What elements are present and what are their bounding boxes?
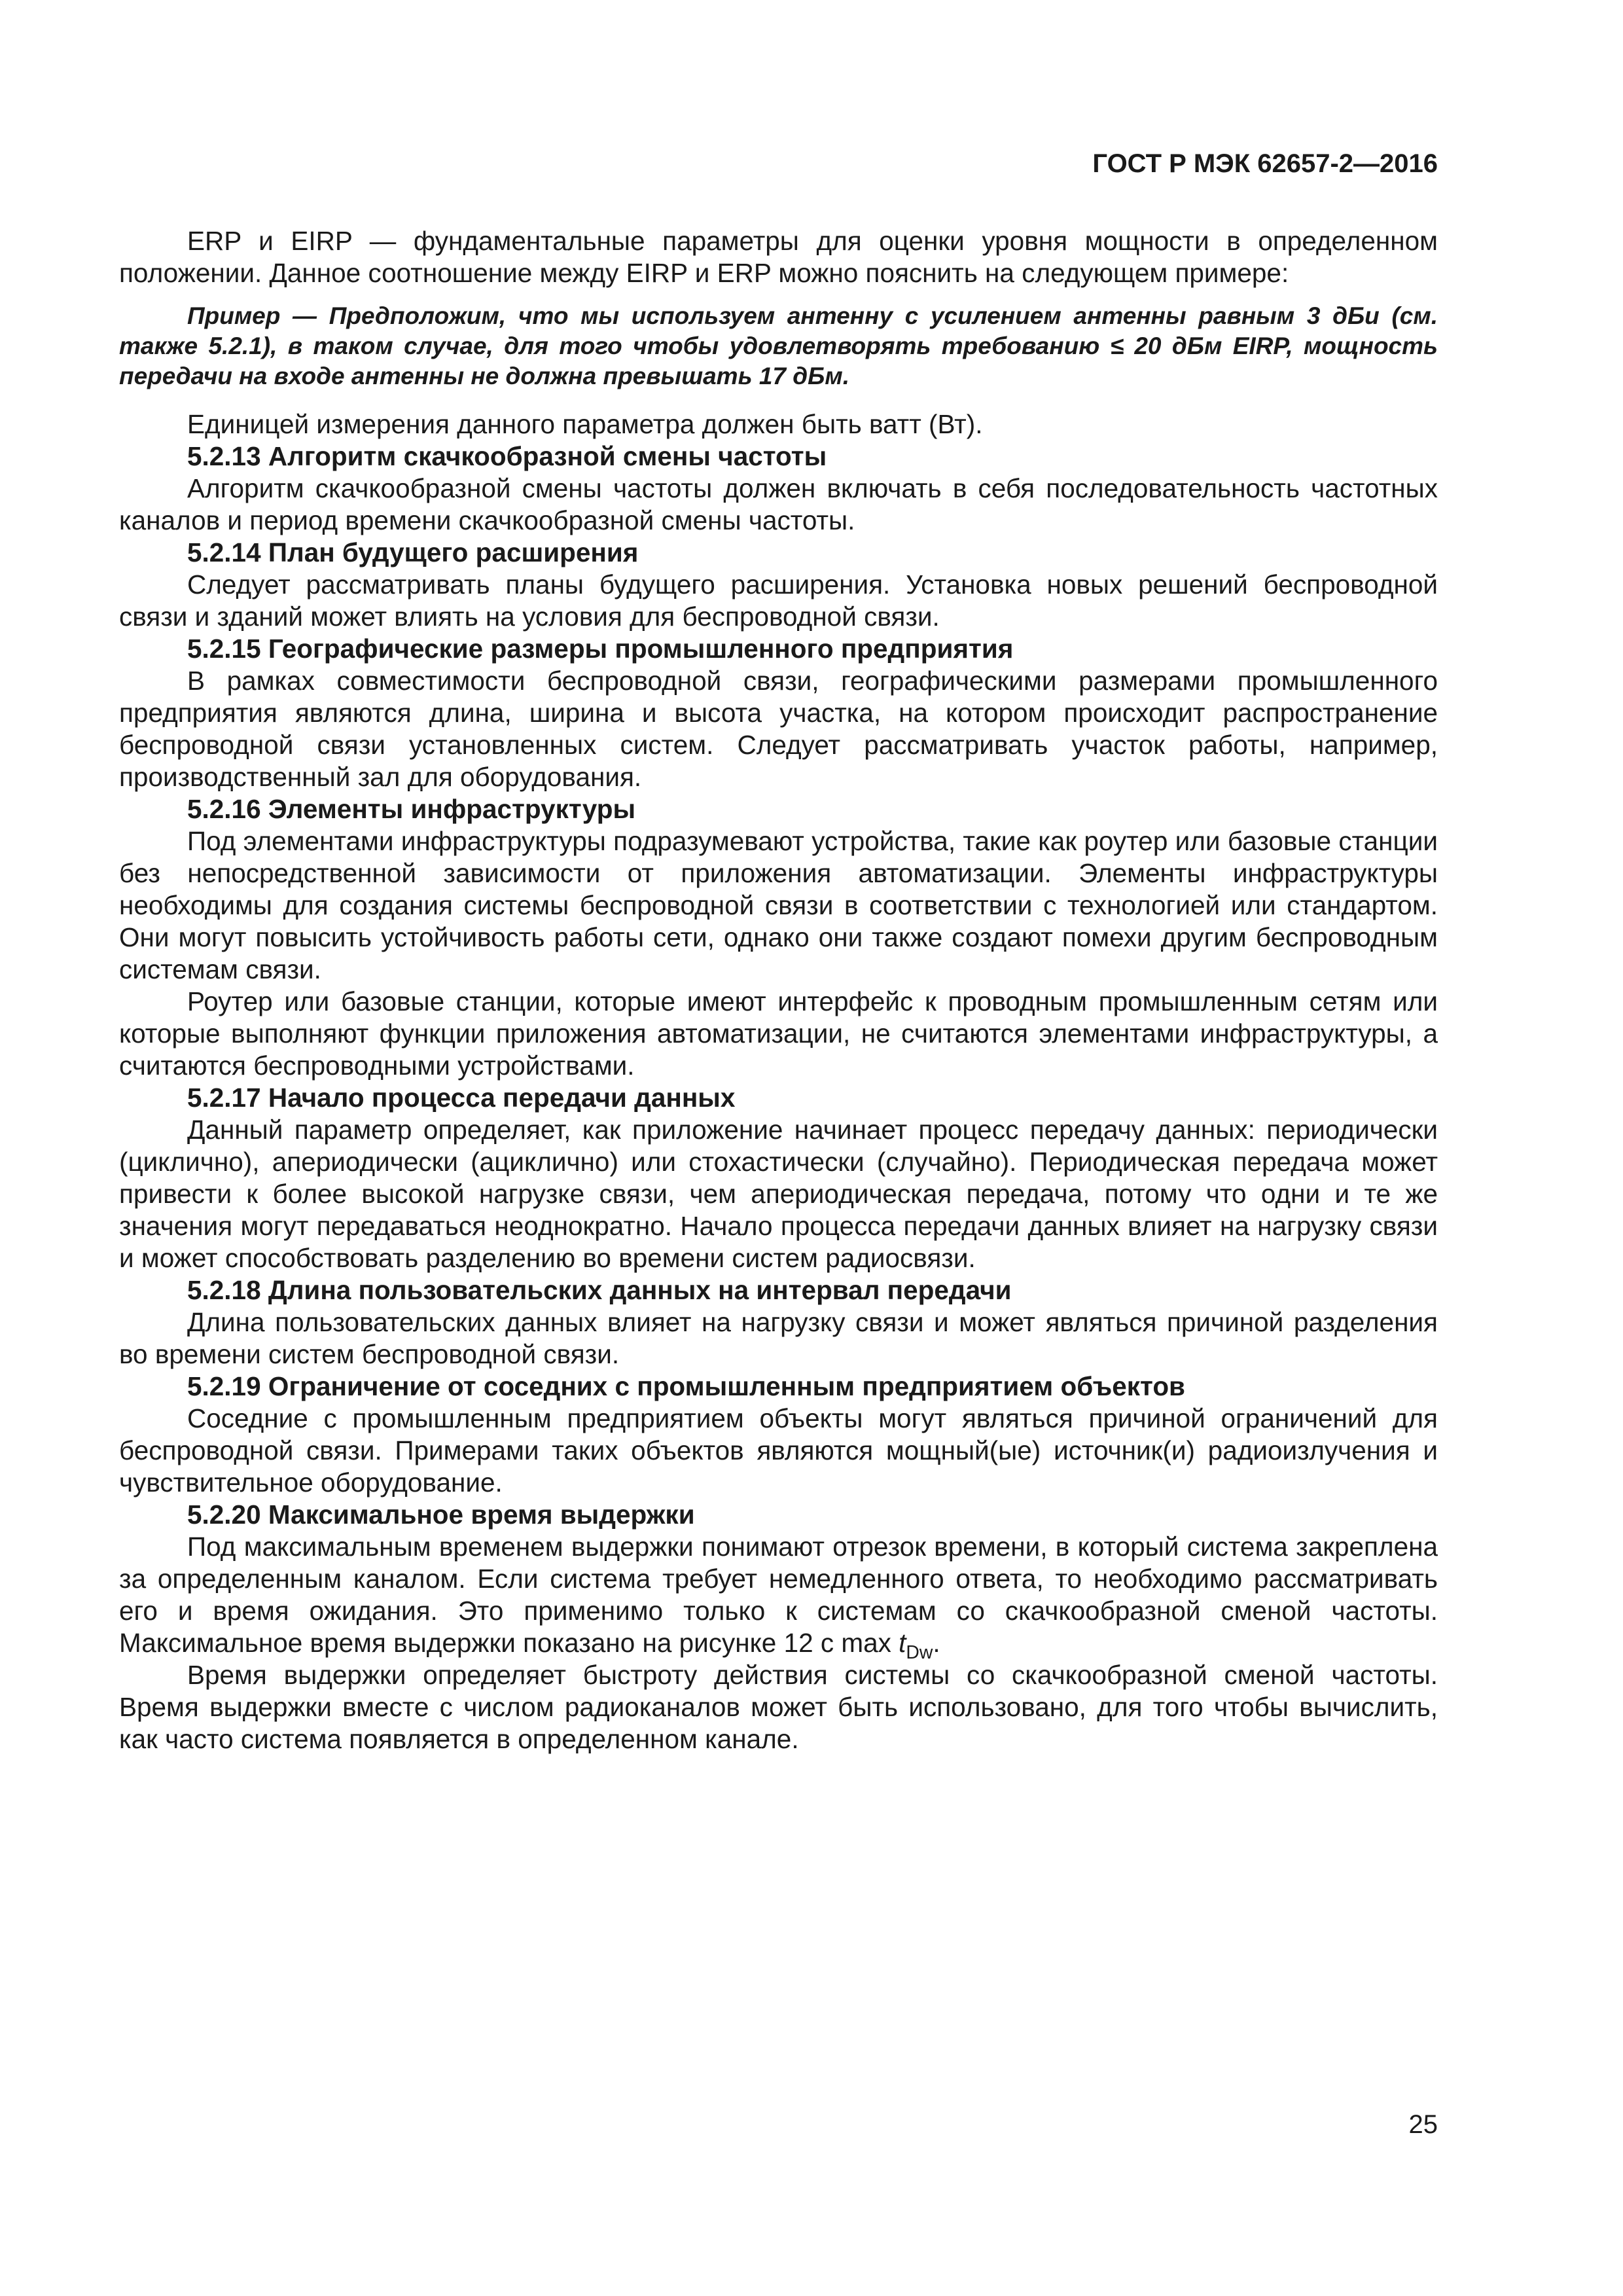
- section-heading-5-2-17: 5.2.17 Начало процесса передачи данных: [187, 1083, 736, 1113]
- section-heading-5-2-13: 5.2.13 Алгоритм скачкообразной смены частоты: [187, 441, 827, 471]
- section-text-5-2-20-a-body: Под максимальным временем выдержки понимают отрезок времени, в который система закреплена за определенным каналом. Если система требует немедленного ответа, то необходимо рассматривать его и время ожидания. Это применимо только к системам со скачкообразной сменой частоты. Максимальное время выдержки показано на рисунке 12 с max: [119, 1532, 1438, 1658]
- dwell-time-symbol: t: [899, 1628, 906, 1658]
- section-text-5-2-15: В рамках совместимости беспроводной связи, географическими размерами промышленного предприятия являются длина, ширина и высота участка, на котором происходит распространение беспроводной связи установленных систем. Следует рассматривать участок работы, например, производственный зал для оборудования.: [119, 666, 1438, 792]
- section-text-5-2-16-b: Роутер или базовые станции, которые имеют интерфейс к проводным промышленным сетям или которые выполняют функции приложения автоматизации, не считаются элементами инфраструктуры, а считаются беспроводными устройствами.: [119, 986, 1438, 1081]
- document-code-header: ГОСТ Р МЭК 62657-2—2016: [1092, 149, 1438, 178]
- section-heading-5-2-18: 5.2.18 Длина пользовательских данных на интервал передачи: [187, 1275, 1012, 1305]
- section-text-5-2-17: Данный параметр определяет, как приложение начинает процесс передачу данных: периодически (циклично), апериодически (ациклично) или стохастически (случайно). Периодическая передача может привести к более высокой нагрузке связи, чем апериодическая передача, потому что одни и те же значения могут передаваться неоднократно. Начало процесса передачи данных влияет на нагрузку связи и может способствовать разделению во времени систем радиосвязи.: [119, 1115, 1438, 1273]
- section-heading-5-2-14: 5.2.14 План будущего расширения: [187, 537, 639, 567]
- section-text-5-2-20-b: Время выдержки определяет быстроту действия системы со скачкообразной сменой частоты. Время выдержки вместе с числом радиоканалов может быть использовано, для того чтобы вычислить, как часто система появляется в определенном канале.: [119, 1660, 1438, 1754]
- page-body: [119, 225, 1438, 1755]
- section-text-5-2-19: Соседние с промышленным предприятием объекты могут являться причиной ограничений для беспроводной связи. Примерами таких объектов являются мощный(ые) источник(и) радиоизлучения и чувствительное оборудование.: [119, 1403, 1438, 1498]
- section-heading-5-2-20: 5.2.20 Максимальное время выдержки: [187, 1499, 695, 1530]
- section-text-5-2-16-a: Под элементами инфраструктуры подразумевают устройства, такие как роутер или базовые станции без непосредственной зависимости от приложения автоматизации. Элементы инфраструктуры необходимы для создания системы беспроводной связи в соответствии с технологией или стандартом. Они могут повысить устойчивость работы сети, однако они также создают помехи другим беспроводным системам связи.: [119, 826, 1438, 984]
- dwell-time-subscript: Dw: [906, 1641, 933, 1663]
- section-text-5-2-13: Алгоритм скачкообразной смены частоты должен включать в себя последовательность частотных каналов и период времени скачкообразной смены частоты.: [119, 473, 1438, 535]
- page-number: 25: [1408, 2110, 1438, 2139]
- example-note: Пример — Предположим, что мы используем антенну с усилением антенны равным 3 дБи (см. также 5.2.1), в таком случае, для того чтобы удовлетворять требованию ≤ 20 дБм EIRP, мощность передачи на входе антенны не должна превышать 17 дБм.: [119, 302, 1438, 389]
- section-text-5-2-18: Длина пользовательских данных влияет на нагрузку связи и может являться причиной разделения во времени систем беспроводной связи.: [119, 1307, 1438, 1369]
- section-heading-5-2-19: 5.2.19 Ограничение от соседних с промышленным предприятием объектов: [187, 1371, 1185, 1401]
- section-text-5-2-20-a-end: .: [933, 1628, 940, 1658]
- section-heading-5-2-16: 5.2.16 Элементы инфраструктуры: [187, 794, 636, 824]
- paragraph-erp-eirp: ERP и EIRP — фундаментальные параметры для оценки уровня мощности в определенном положении. Данное соотношение между EIRP и ERP можно пояснить на следующем примере:: [119, 226, 1438, 288]
- paragraph-unit: Единицей измерения данного параметра должен быть ватт (Вт).: [187, 409, 983, 439]
- section-text-5-2-20-a: [119, 1531, 1438, 1663]
- section-heading-5-2-15: 5.2.15 Географические размеры промышленного предприятия: [187, 634, 1014, 664]
- section-text-5-2-14: Следует рассматривать планы будущего расширения. Установка новых решений беспроводной связи и зданий может влиять на условия для беспроводной связи.: [119, 569, 1438, 632]
